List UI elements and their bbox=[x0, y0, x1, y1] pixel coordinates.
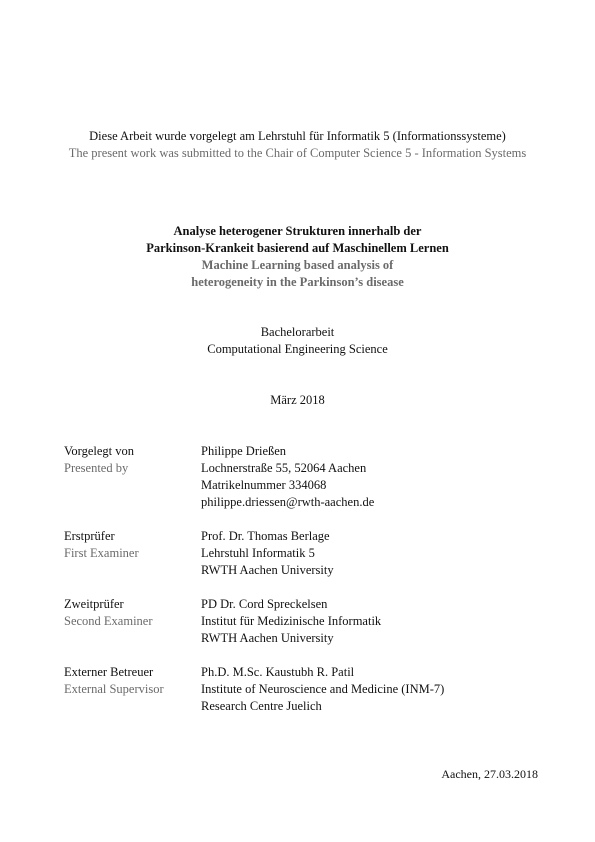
first-examiner-name: Prof. Dr. Thomas Berlage bbox=[201, 529, 330, 543]
external-supervisor-label-de: Externer Betreuer bbox=[64, 665, 154, 679]
second-examiner-labels bbox=[64, 596, 201, 647]
degree-program: Computational Engineering Science bbox=[207, 342, 388, 356]
first-examiner-institute: Lehrstuhl Informatik 5 bbox=[201, 546, 315, 560]
thesis-title bbox=[50, 223, 545, 291]
submission-statement-de: Diese Arbeit wurde vorgelegt am Lehrstuhl für Informatik 5 (Informationssysteme) bbox=[89, 129, 506, 143]
author-section bbox=[64, 443, 544, 511]
second-examiner-values bbox=[201, 596, 544, 647]
external-supervisor-organization: Research Centre Juelich bbox=[201, 699, 322, 713]
title-en-line-2: heterogeneity in the Parkinson’s disease bbox=[191, 275, 404, 289]
external-supervisor-name: Ph.D. M.Sc. Kaustubh R. Patil bbox=[201, 665, 355, 679]
place-and-date: Aachen, 27.03.2018 bbox=[441, 767, 538, 781]
second-examiner-label-en: Second Examiner bbox=[64, 614, 153, 628]
first-examiner-label-de: Erstprüfer bbox=[64, 529, 115, 543]
title-de-line-1: Analyse heterogener Strukturen innerhalb der bbox=[173, 224, 422, 238]
date-text: März 2018 bbox=[270, 393, 325, 407]
external-supervisor-values bbox=[201, 664, 544, 715]
second-examiner-section bbox=[64, 596, 544, 647]
author-label-en: Presented by bbox=[64, 461, 129, 475]
first-examiner-university: RWTH Aachen University bbox=[201, 563, 334, 577]
second-examiner-university: RWTH Aachen University bbox=[201, 631, 334, 645]
second-examiner-name: PD Dr. Cord Spreckelsen bbox=[201, 597, 328, 611]
submission-statement-en: The present work was submitted to the Chair of Computer Science 5 - Information Systems bbox=[68, 146, 527, 160]
first-examiner-section bbox=[64, 528, 544, 579]
author-matriculation: Matrikelnummer 334068 bbox=[201, 478, 327, 492]
submission-date bbox=[50, 392, 545, 409]
second-examiner-institute: Institut für Medizinische Informatik bbox=[201, 614, 382, 628]
second-examiner-label-de: Zweitprüfer bbox=[64, 597, 124, 611]
external-supervisor-label-en: External Supervisor bbox=[64, 682, 164, 696]
first-examiner-values bbox=[201, 528, 544, 579]
first-examiner-labels bbox=[64, 528, 201, 579]
degree-info bbox=[50, 324, 545, 358]
title-en-line-1: Machine Learning based analysis of bbox=[201, 258, 394, 272]
external-supervisor-institute: Institute of Neuroscience and Medicine (INM-7) bbox=[201, 682, 445, 696]
author-values bbox=[201, 443, 544, 511]
title-de-line-2: Parkinson-Krankeit basierend auf Maschinellem Lernen bbox=[146, 241, 449, 255]
external-supervisor-labels bbox=[64, 664, 201, 715]
author-email: philippe.driessen@rwth-aachen.de bbox=[201, 495, 375, 509]
first-examiner-label-en: First Examiner bbox=[64, 546, 139, 560]
degree-type: Bachelorarbeit bbox=[260, 325, 335, 339]
author-name: Philippe Drießen bbox=[201, 444, 287, 458]
submission-statement bbox=[50, 128, 545, 162]
author-address: Lochnerstraße 55, 52064 Aachen bbox=[201, 461, 367, 475]
author-labels bbox=[64, 443, 201, 511]
external-supervisor-section bbox=[64, 664, 544, 715]
author-label-de: Vorgelegt von bbox=[64, 444, 135, 458]
